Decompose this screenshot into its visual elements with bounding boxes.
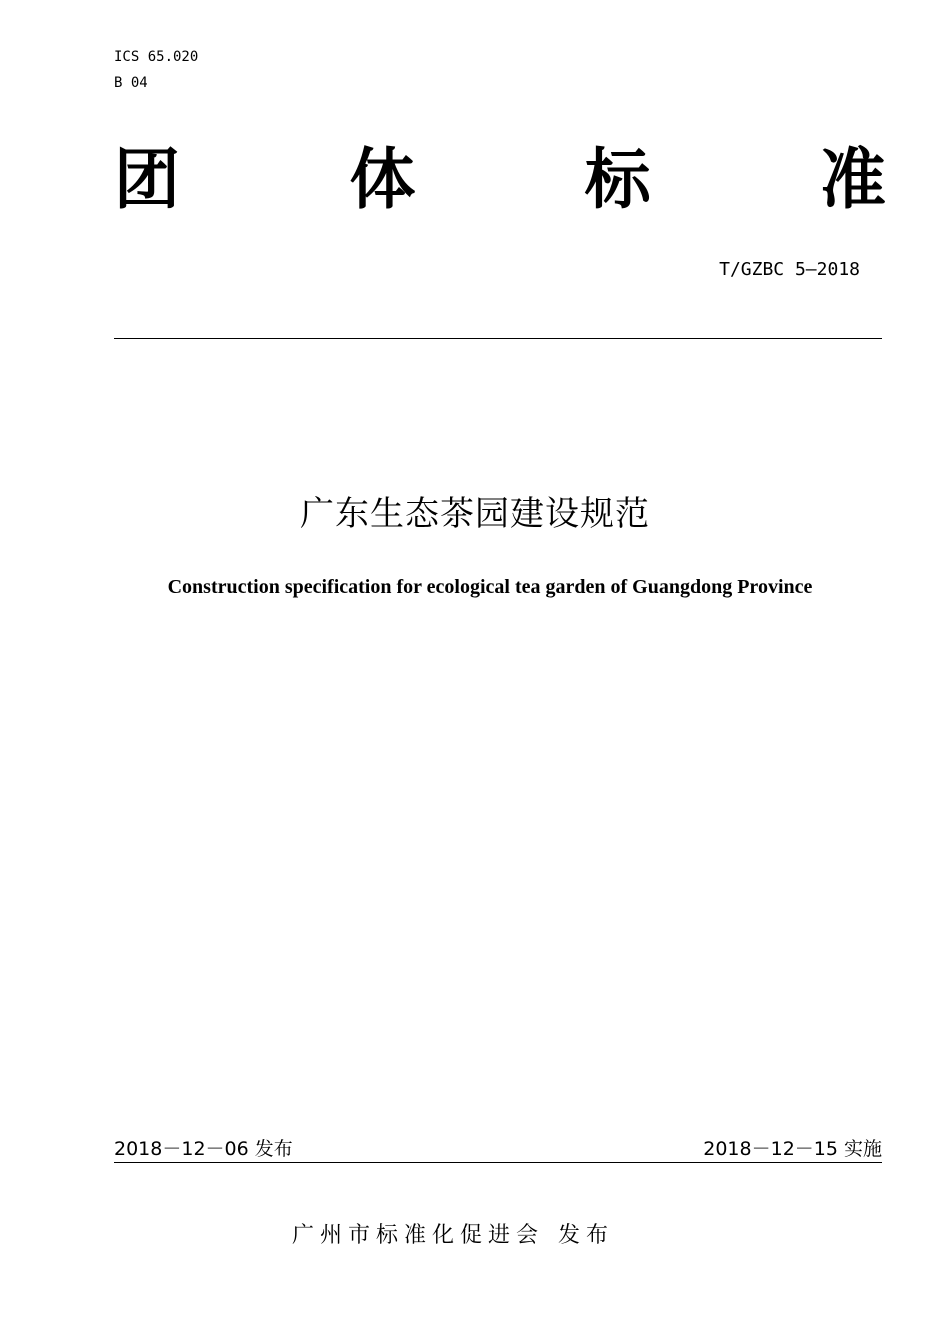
bottom-divider <box>114 1162 882 1163</box>
implementation-date: 2018－12－15 实施 <box>703 1138 882 1160</box>
issue-date: 2018－12－06 发布 <box>114 1138 293 1160</box>
document-type-heading <box>114 140 886 220</box>
heading-char-2: 体 <box>349 141 416 218</box>
standard-number: T/GZBC 5—2018 <box>719 259 860 280</box>
heading-char-4: 准 <box>819 141 886 218</box>
publisher-name: 广州市标准化促进会 <box>292 1223 545 1248</box>
chinese-title: 广东生态茶园建设规范 <box>300 494 650 534</box>
ccs-code: B 04 <box>114 75 148 91</box>
english-title: Construction specification for ecological tea garden of Guangdong Province <box>167 576 813 598</box>
publish-label: 发布 <box>558 1223 615 1248</box>
heading-char-3: 标 <box>584 141 651 218</box>
top-divider <box>114 338 882 339</box>
date-row <box>114 1136 882 1162</box>
publisher-line <box>292 1220 614 1252</box>
ics-code: ICS 65.020 <box>114 49 199 65</box>
heading-char-1: 团 <box>114 141 180 218</box>
